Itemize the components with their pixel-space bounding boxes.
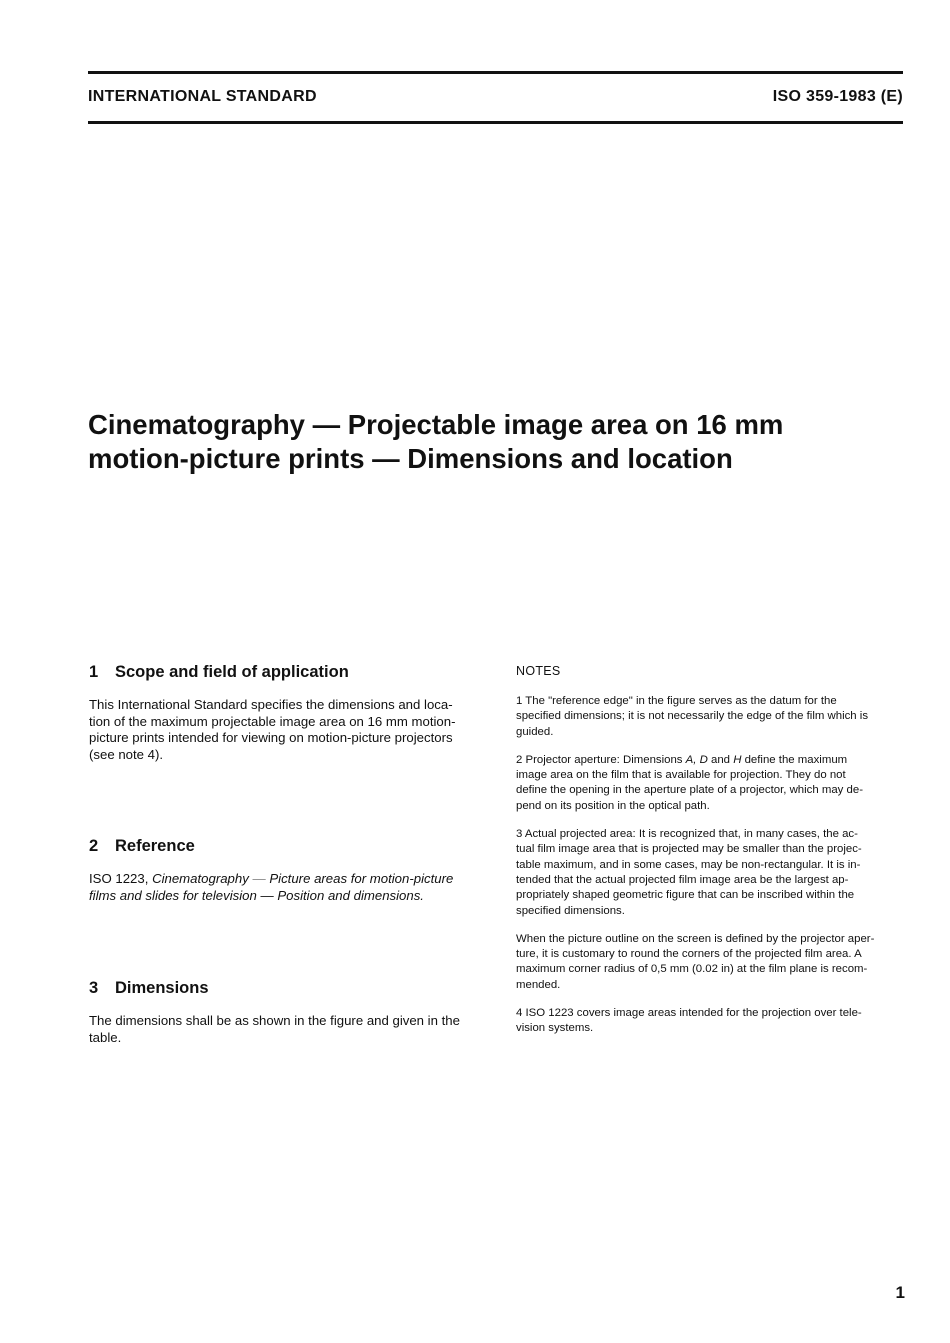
note-1 [516,694,904,740]
section-heading-scope [89,662,479,682]
note-3 [516,827,904,919]
section-title: Dimensions [115,979,209,997]
document-title [88,408,908,476]
notes-heading: NOTES [516,664,561,678]
note-line: define the opening in the aperture plate of a projector, which may de- [516,784,864,797]
note-line: tended that the actual projected film image area be the largest ap- [516,873,849,886]
standard-number-label: ISO 359-1983 (E) [772,88,903,105]
section-reference [89,836,479,904]
note-text: and [707,753,734,766]
header-bottom-rule [88,121,903,124]
reference-title-part: films and slides for television — Position and dimensions. [89,887,424,903]
section-heading-reference [89,836,479,856]
note-text: define the maximum [741,753,848,766]
note-line: 3 Actual projected area: It is recognized that, in many cases, the ac- [516,828,858,841]
reference-title-part: Picture areas for motion-picture [269,871,454,886]
section-dimensions [89,978,479,1046]
note-line: ture, it is customary to round the corners of the projected film area. A [516,948,862,961]
reference-dash: — [252,871,266,886]
notes-column [516,664,904,1037]
page-number: 1 [895,1283,905,1302]
note-line: guided. [516,725,554,738]
note-line: maximum corner radius of 0,5 mm (0.02 in) at the film plane is recom- [516,963,868,976]
section-number: 2 [89,837,99,855]
reference-paragraph [89,871,479,904]
paragraph-line: The dimensions shall be as shown in the figure and given in the [89,1013,460,1028]
note-line: vision systems. [516,1022,594,1035]
note-line: image area on the film that is available for projection. They do not [516,769,846,782]
note-2 [516,753,904,814]
paragraph-line: tion of the maximum projectable image area on 16 mm motion- [89,713,456,729]
paragraph-line [89,871,479,888]
header-top-rule [88,71,903,74]
note-3-continuation [516,932,904,993]
note-line: specified dimensions. [516,904,625,917]
paragraph-line: table. [89,1029,122,1045]
paragraph-line: picture prints intended for viewing on motion-picture projectors [89,730,453,746]
dimensions-paragraph [89,1013,479,1046]
note-line: 1 The "reference edge" in the figure serves as the datum for the [516,695,837,707]
left-column [89,662,479,1045]
dimension-symbol: D [699,753,708,766]
note-text: 2 Projector aperture: Dimensions [516,753,686,766]
reference-title-part: Cinematography [152,871,249,886]
note-line [516,753,904,768]
note-4 [516,1006,904,1037]
scope-paragraph [89,697,479,763]
note-line: 4 ISO 1223 covers image areas intended for the projection over tele- [516,1007,862,1020]
section-heading-dimensions [89,978,479,998]
paragraph-line: (see note 4). [89,746,164,762]
paragraph-line [89,888,479,905]
section-number: 1 [89,663,99,681]
reference-standard-id: ISO 1223, [89,871,149,886]
document-title-line-2: motion-picture prints — Dimensions and location [88,443,733,474]
note-line: propriately shaped geometric figure that can be inscribed within the [516,889,855,902]
dimension-symbol: H [733,753,742,766]
section-scope [89,662,479,763]
dimension-symbol: A, [685,753,697,766]
section-number: 3 [89,979,99,997]
note-line: tual film image area that is projected may be smaller than the projec- [516,843,862,856]
paragraph-line: This International Standard specifies the dimensions and loca- [89,697,453,712]
section-title: Reference [115,837,195,855]
note-line: pend on its position in the optical path. [516,799,710,812]
section-title: Scope and field of application [115,663,349,681]
note-line: When the picture outline on the screen is defined by the projector aper- [516,932,875,945]
note-line: mended. [516,978,561,991]
note-line: table maximum, and in some cases, may be non-rectangular. It is in- [516,858,861,871]
document-title-line-1: Cinematography — Projectable image area on 16 mm [88,409,784,440]
note-line: specified dimensions; it is not necessarily the edge of the film which is [516,710,869,723]
document-type-label: INTERNATIONAL STANDARD [88,88,317,105]
